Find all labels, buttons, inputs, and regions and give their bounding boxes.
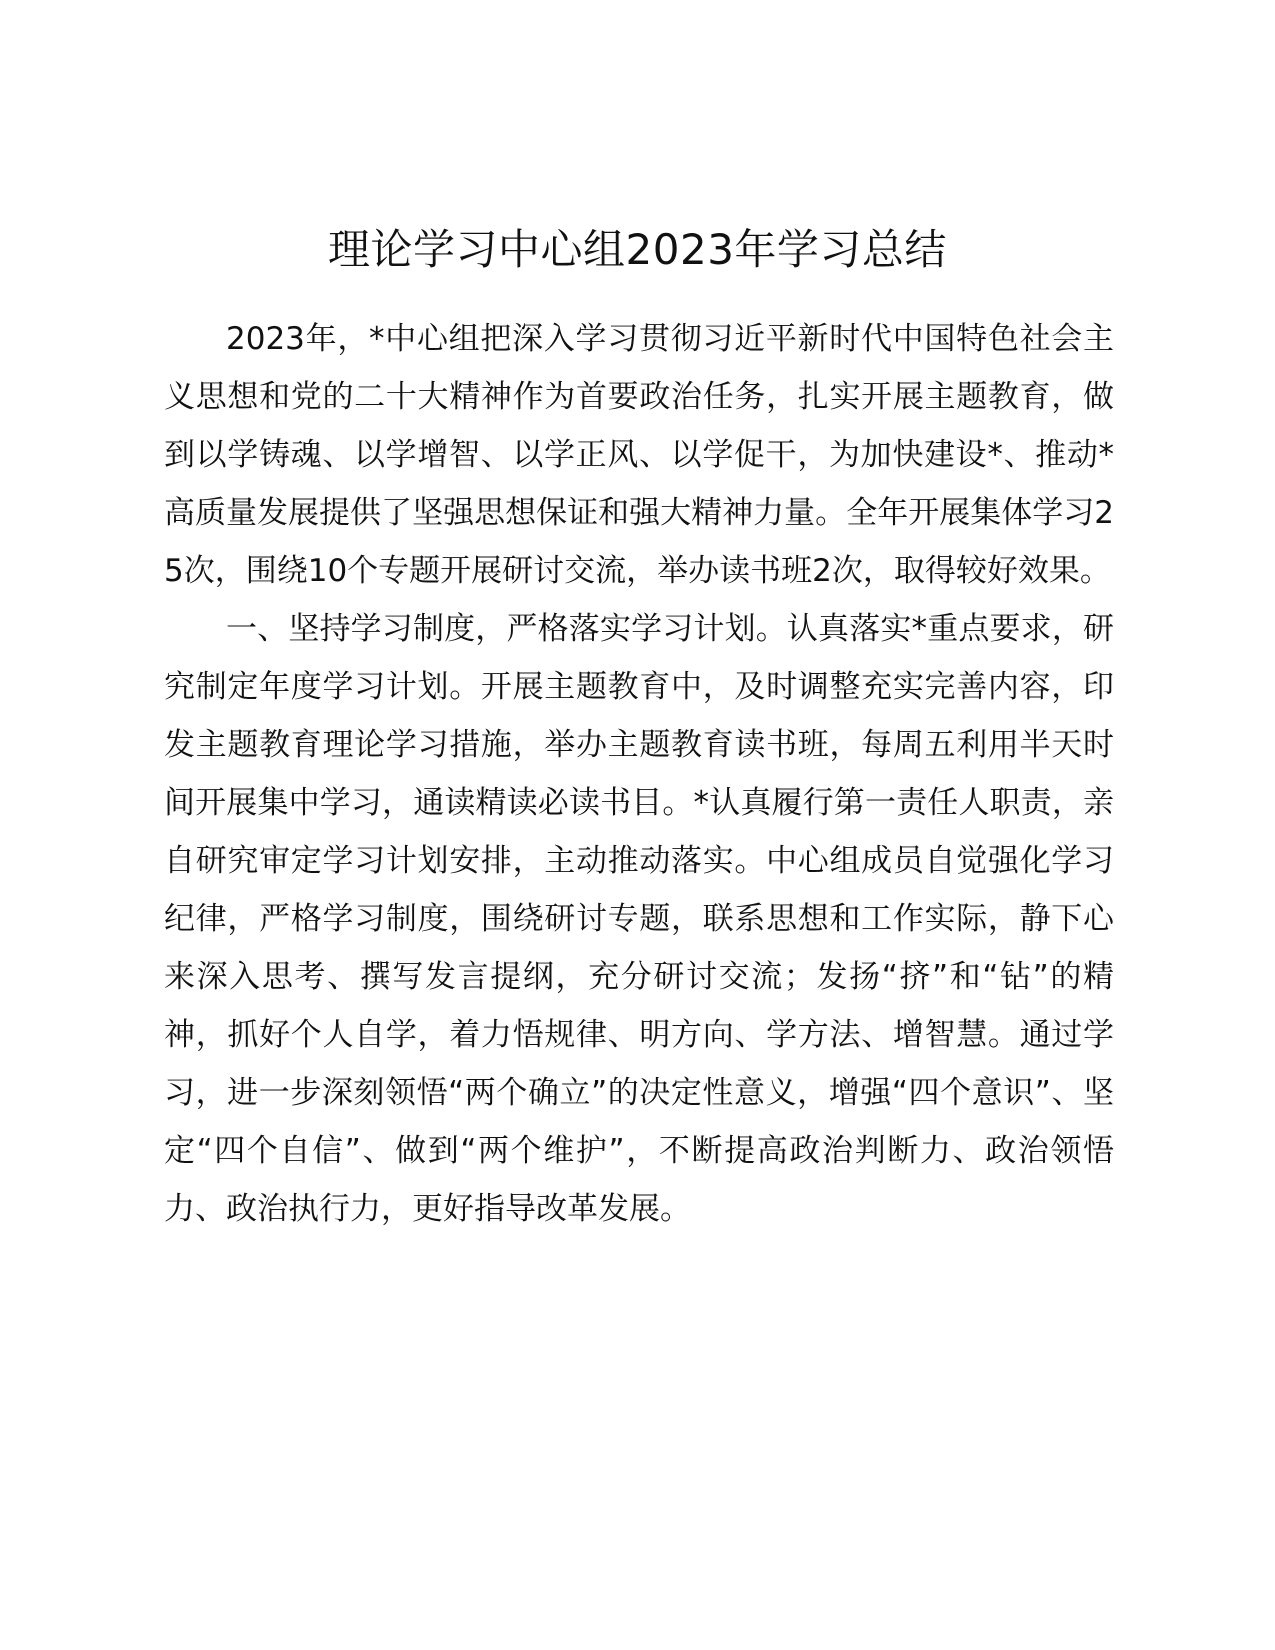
paragraph-intro: 2023年，*中心组把深入学习贯彻习近平新时代中国特色社会主义思想和党的二十大精神作为首要政治任务，扎实开展主题教育，做到以学铸魂、以学增智、以学正风、以学促干，为加快建设*、推动*高质量发展提供了坚强思想保证和强大精神力量。全年开展集体学习25次，围绕10个专题开展研讨交流，举办读书班2次，取得较好效果。 [164, 321, 1114, 589]
paragraph-section-one: 一、坚持学习制度，严格落实学习计划。认真落实*重点要求，研究制定年度学习计划。开展主题教育中，及时调整充实完善内容，印发主题教育理论学习措施，举办主题教育读书班，每周五利用半天时间开展集中学习，通读精读必读书目。*认真履行第一责任人职责，亲自研究审定学习计划安排，主动推动落实。中心组成员自觉强化学习纪律，严格学习制度，围绕研讨专题，联系思想和工作实际，静下心来深入思考、撰写发言提纲，充分研讨交流；发扬“挤”和“钻”的精神，抓好个人自学，着力悟规律、明方向、学方法、增智慧。通过学习，进一步深刻领悟“两个确立”的决定性意义，增强“四个意识”、坚定“四个自信”、做到“两个维护”，不断提高政治判断力、政治领悟力、政治执行力，更好指导改革发展。 [164, 611, 1114, 1227]
document-body [164, 310, 1114, 1238]
document-title: 理论学习中心组2023年学习总结 [328, 225, 947, 274]
